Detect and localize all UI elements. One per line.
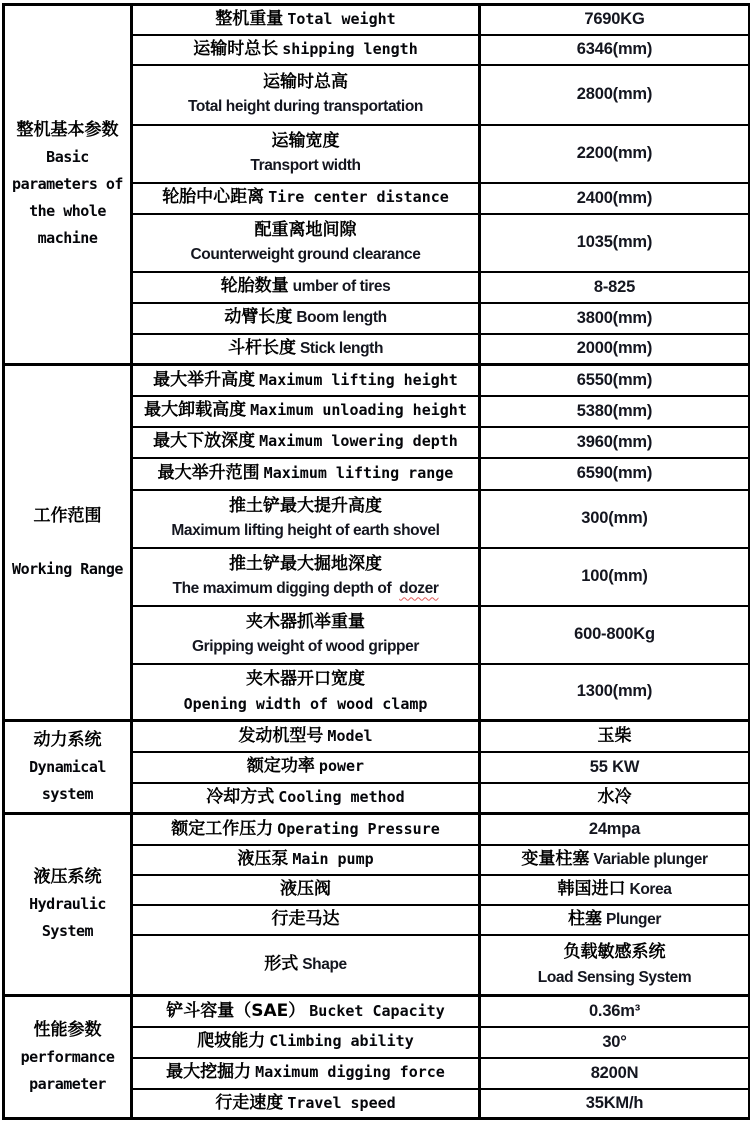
param-cell (132, 752, 480, 783)
param-label-en: Shape (302, 956, 347, 973)
value-cell (480, 606, 750, 664)
category-cell (4, 814, 132, 996)
table-row (4, 721, 750, 752)
category-cell (4, 365, 132, 721)
value-text-en: 600-800Kg (574, 625, 655, 643)
value-cell (480, 905, 750, 935)
param-label-zh: 整机重量 (215, 9, 284, 29)
value-cell (480, 1027, 750, 1058)
category-label-en: Dynamical (29, 757, 106, 776)
value-cell (480, 996, 750, 1027)
param-label-zh: 额定功率 (246, 756, 315, 777)
param-label-en: Opening width of wood clamp (183, 694, 428, 713)
value-cell (480, 125, 750, 183)
param-cell (132, 548, 480, 606)
param-label-zh: 最大举升范围 (157, 462, 260, 483)
value-cell (480, 365, 750, 396)
value-text-en: 5380(mm) (576, 401, 653, 420)
value-cell (480, 752, 750, 783)
param-label-en: Main pump (292, 849, 374, 868)
value-text-en: 6590(mm) (576, 464, 653, 482)
param-label-zh: 推土铲最大提升高度 (229, 495, 382, 516)
param-cell (132, 5, 480, 35)
value-cell (480, 783, 750, 814)
param-label-zh: 推土铲最大掘地深度 (229, 553, 382, 574)
value-text-en: 3800(mm) (576, 308, 653, 327)
param-label-en: Maximum lifting height (259, 370, 458, 389)
param-label-zh: 冷却方式 (206, 787, 275, 807)
value-text-en: Plunger (606, 910, 661, 928)
value-cell (480, 664, 750, 721)
param-cell (132, 65, 480, 125)
value-text-en: 8-825 (593, 277, 636, 296)
value-text-en: 7690KG (584, 10, 645, 29)
param-label-en: Travel speed (287, 1093, 396, 1112)
spec-table-body (4, 5, 750, 1119)
value-cell (480, 183, 750, 214)
param-cell (132, 1027, 480, 1058)
param-label-en: Gripping weight of wood gripper (192, 638, 419, 656)
value-text-en: 6346(mm) (576, 40, 653, 58)
category-label-en: machine (37, 229, 98, 247)
value-text-zh: 负载敏感系统 (563, 942, 666, 962)
value-text-en: 100(mm) (581, 567, 648, 585)
value-text-en: 300(mm) (581, 509, 648, 527)
param-label-zh: 铲斗容量（SAE） (166, 1000, 306, 1021)
value-text-en: 2200(mm) (576, 144, 653, 162)
value-text-en: 8200N (590, 1063, 639, 1082)
param-cell (132, 783, 480, 814)
param-label-zh: 最大挖掘力 (166, 1062, 252, 1083)
param-label-zh: 形式 (264, 954, 299, 974)
param-label-zh: 液压泵 (237, 848, 289, 869)
param-label-zh: 额定工作压力 (171, 818, 274, 839)
value-cell (480, 214, 750, 272)
param-cell (132, 396, 480, 427)
param-label-en: Total weight (287, 10, 396, 28)
category-label-zh: 整机基本参数 (16, 120, 119, 140)
param-cell (132, 935, 480, 996)
value-text-en: 3960(mm) (576, 432, 653, 451)
param-cell (132, 721, 480, 752)
category-label-en: Basic (46, 148, 89, 166)
value-cell (480, 548, 750, 606)
param-label-zh: 轮胎中心距离 (162, 187, 265, 208)
param-cell (132, 1089, 480, 1119)
param-label-en: umber of tires (292, 278, 391, 296)
table-row (4, 814, 750, 845)
param-label-zh: 行走马达 (271, 908, 340, 929)
param-cell (132, 875, 480, 905)
param-label-en: dozer (399, 580, 439, 598)
param-label-zh: 发动机型号 (238, 725, 324, 746)
param-label-en: Maximum lifting height of earth shovel (171, 522, 440, 540)
value-text-en: 1035(mm) (576, 233, 653, 251)
category-label-en: parameter (29, 1074, 106, 1093)
param-cell (132, 996, 480, 1027)
value-text-en: 55 KW (589, 757, 640, 776)
param-label-zh: 爬坡能力 (197, 1031, 266, 1052)
value-text-zh: 变量柱塞 (521, 848, 590, 869)
param-label-en: Total height during transportation (188, 98, 423, 116)
param-label-zh: 配重离地间隙 (254, 219, 357, 240)
param-label-zh: 最大卸载高度 (144, 400, 247, 421)
param-label-zh: 最大下放深度 (153, 431, 256, 452)
value-cell (480, 303, 750, 334)
category-label-zh: 液压系统 (33, 867, 102, 887)
param-label-en: Counterweight ground clearance (190, 246, 421, 264)
value-cell (480, 427, 750, 458)
param-cell (132, 490, 480, 548)
category-cell (4, 5, 132, 365)
category-label-zh: 动力系统 (33, 729, 102, 750)
value-cell (480, 5, 750, 35)
param-cell (132, 1058, 480, 1089)
table-row (4, 996, 750, 1027)
value-cell (480, 935, 750, 996)
param-cell (132, 814, 480, 845)
param-label-en: Model (327, 726, 373, 745)
param-label-en: Tire center distance (268, 188, 449, 207)
param-label-en: shipping length (282, 39, 418, 58)
category-label-en: performance (20, 1047, 115, 1066)
param-cell (132, 606, 480, 664)
value-cell (480, 334, 750, 365)
param-cell (132, 125, 480, 183)
value-text-en: 2800(mm) (576, 85, 653, 103)
param-cell (132, 365, 480, 396)
value-text-en: Variable plunger (593, 850, 708, 868)
param-label-en: Maximum unloading height (250, 401, 467, 420)
param-label-zh: 夹木器开口宽度 (246, 669, 365, 689)
value-text-en: 1300(mm) (576, 682, 653, 701)
param-label-en: Boom length (296, 309, 387, 327)
value-text-en: 35KM/h (585, 1093, 644, 1112)
category-label-en: parameters of (12, 175, 123, 193)
param-label-zh: 运输时总高 (263, 71, 348, 92)
category-label-en: Hydraulic (29, 895, 106, 913)
param-label-zh: 斗杆长度 (227, 338, 296, 358)
param-cell (132, 303, 480, 334)
param-label-en: Transport width (250, 157, 361, 175)
value-text-en: 2400(mm) (576, 188, 653, 207)
value-text-en: 24mpa (588, 819, 641, 838)
param-cell (132, 458, 480, 490)
param-label-en: Climbing ability (269, 1032, 414, 1051)
value-text-zh: 柱塞 (568, 908, 603, 929)
param-cell (132, 214, 480, 272)
param-cell (132, 664, 480, 721)
category-label-zh: 性能参数 (33, 1019, 102, 1040)
value-cell (480, 35, 750, 65)
value-text-en: Load Sensing System (537, 968, 692, 986)
value-text-zh: 水冷 (597, 787, 632, 807)
param-label-en: Bucket Capacity (309, 1001, 445, 1020)
param-label-en: Cooling method (278, 788, 405, 806)
value-text-zh: 玉柴 (597, 725, 632, 746)
value-cell (480, 1089, 750, 1119)
value-cell (480, 396, 750, 427)
param-label-zh: 最大举升高度 (153, 369, 256, 390)
category-label-en: the whole (29, 202, 106, 220)
param-cell (132, 427, 480, 458)
value-text-en: 30° (602, 1032, 627, 1051)
value-text-en: 0.36m³ (588, 1001, 641, 1020)
value-text-en: Korea (629, 880, 672, 898)
value-cell (480, 814, 750, 845)
table-row (4, 5, 750, 35)
param-label-en: Maximum lifting range (263, 463, 454, 482)
param-label-zh: 动臂长度 (224, 307, 293, 328)
spec-table (2, 3, 750, 1120)
param-label-en: The maximum digging depth of (172, 580, 396, 598)
param-label-en: Stick length (299, 340, 384, 357)
value-cell (480, 272, 750, 303)
param-cell (132, 845, 480, 875)
value-cell (480, 458, 750, 490)
category-cell (4, 721, 132, 814)
value-text-en: 2000(mm) (576, 339, 653, 358)
param-label-zh: 液压阀 (280, 878, 331, 899)
value-cell (480, 721, 750, 752)
param-label-en: Maximum digging force (255, 1063, 445, 1082)
category-label-en: system (41, 784, 94, 803)
category-label-en: Working Range (12, 559, 123, 578)
param-label-zh: 运输时总长 (193, 38, 279, 59)
param-label-en: Maximum lowering depth (259, 432, 458, 451)
category-cell (4, 996, 132, 1119)
param-label-zh: 夹木器抓举重量 (246, 611, 365, 632)
param-label-zh: 轮胎数量 (220, 276, 289, 297)
param-label-en: Operating Pressure (277, 819, 440, 838)
value-cell (480, 65, 750, 125)
param-cell (132, 35, 480, 65)
value-cell (480, 845, 750, 875)
category-label-zh: 工作范围 (33, 505, 102, 526)
param-cell (132, 183, 480, 214)
param-cell (132, 272, 480, 303)
value-cell (480, 490, 750, 548)
value-cell (480, 1058, 750, 1089)
table-row (4, 365, 750, 396)
category-label-en: System (41, 922, 94, 940)
param-label-zh: 行走速度 (215, 1092, 284, 1113)
param-label-zh: 运输宽度 (271, 130, 340, 151)
value-text-en: 6550(mm) (576, 370, 653, 389)
value-text-zh: 韩国进口 (557, 878, 626, 899)
param-cell (132, 905, 480, 935)
param-cell (132, 334, 480, 365)
param-label-en: power (318, 757, 365, 776)
value-cell (480, 875, 750, 905)
